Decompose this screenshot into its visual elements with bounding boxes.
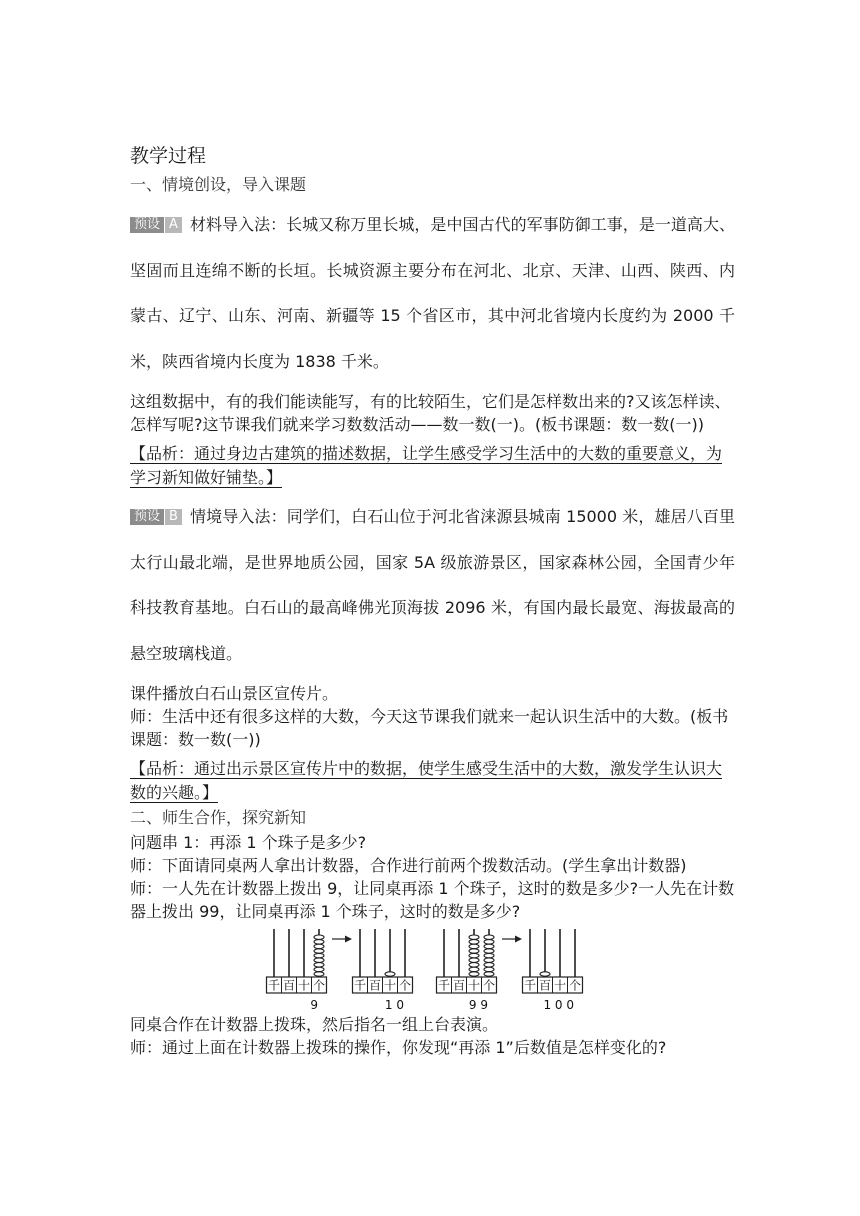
abacus-figure [262, 927, 592, 1013]
abacus-bead [314, 963, 324, 967]
preset-b-badge: 预设 B [130, 509, 182, 525]
abacus-bead [314, 967, 324, 971]
abacus-place-label: 千 [523, 978, 537, 993]
abacus-place-label: 十 [553, 978, 567, 993]
abacus-place-label: 十 [467, 978, 481, 993]
abacus-place-label: 个 [568, 978, 582, 993]
teacher-line-b: 师：生活中还有很多这样的大数，今天这节课我们就来一起认识生活中的大数。(板书课题：数一数(一)) [130, 707, 729, 749]
abacus-bead [540, 972, 550, 976]
document-page [130, 140, 735, 1059]
abacus-number-label: 9 9 [468, 998, 488, 1012]
section-heading-2: 二、师生合作，探究新知 [130, 808, 307, 827]
abacus-place-label: 十 [383, 978, 397, 993]
preset-a-paragraph: 预设 A 材料导入法：长城又称万里长城，是中国古代的军事防御工事，是一道高大、坚固而且连绵不断的长垣。长城资源主要分布在河北、北京、天津、山西、陕西、内蒙古、辽宁、山东、河南、新疆等 15 个省区市，其中河北省境内长度约为 2000 千米，陕西省境内长度为 1838 千米。 [130, 215, 735, 371]
teacher-line-2: 师：一人先在计数器上拨出 9，让同桌再添 1 个珠子，这时的数是多少?一人先在计数器上拨出 99，让同桌再添 1 个珠子，这时的数是多少? [130, 879, 735, 921]
abacus-place-label: 个 [398, 978, 412, 993]
abacus-bead [484, 940, 494, 944]
abacus-bead [469, 935, 479, 939]
abacus-bead [469, 953, 479, 957]
abacus-number-label: 9 [310, 998, 318, 1012]
abacus-bead [314, 935, 324, 939]
abacus-bead [484, 967, 494, 971]
abacus-place-label: 百 [452, 978, 466, 993]
abacus-place-label: 千 [353, 978, 367, 993]
abacus-bead [484, 963, 494, 967]
abacus-bead [484, 953, 494, 957]
abacus-place-label: 个 [482, 978, 496, 993]
abacus-bead [484, 972, 494, 976]
arrow-head-icon [515, 936, 522, 943]
abacus-place-label: 百 [282, 978, 296, 993]
abacus-bead [469, 963, 479, 967]
abacus-bead [469, 940, 479, 944]
abacus-bead [385, 972, 395, 976]
page-title: 教学过程 [130, 145, 207, 167]
abacus-bead [314, 953, 324, 957]
abacus-bead [484, 958, 494, 962]
abacus-place-label: 十 [297, 978, 311, 993]
abacus-bead [469, 944, 479, 948]
abacus-bead [469, 967, 479, 971]
abacus-place-label: 百 [538, 978, 552, 993]
abacus-bead [314, 972, 324, 976]
teacher-line-1: 师：下面请同桌两人拿出计数器，合作进行前两个拨数活动。(学生拿出计数器) [130, 856, 687, 875]
question-1: 问题串 1：再添 1 个珠子是多少? [130, 833, 367, 852]
abacus-bead [484, 935, 494, 939]
abacus-place-label: 百 [368, 978, 382, 993]
abacus-bead [314, 940, 324, 944]
preset-a-badge: 预设 A [130, 217, 182, 233]
abacus-place-label: 个 [312, 978, 326, 993]
abacus-bead [469, 958, 479, 962]
abacus-number-label: 1 0 0 [543, 998, 574, 1012]
analysis-a: 【品析：通过身边古建筑的描述数据，让学生感受学习生活中的大数的重要意义，为学习新知做好铺垫。】 [130, 444, 723, 487]
video-note: 课件播放白石山景区宣传片。 [130, 684, 339, 703]
abacus-number-label: 1 0 [384, 998, 404, 1012]
after-line-1: 同桌合作在计数器上拨珠，然后指名一组上台表演。 [130, 1015, 499, 1034]
abacus-place-label: 千 [267, 978, 281, 993]
abacus-bead [469, 972, 479, 976]
arrow-head-icon [345, 936, 352, 943]
abacus-bead [469, 949, 479, 953]
abacus-bead [484, 944, 494, 948]
abacus-bead [314, 958, 324, 962]
preset-a-question: 这组数据中，有的我们能读能写，有的比较陌生，它们是怎样数出来的?又该怎样读、怎样写呢?这节课我们就来学习数数活动——数一数(一)。(板书课题：数一数(一)) [130, 392, 731, 434]
abacus-place-label: 千 [437, 978, 451, 993]
preset-b-paragraph: 预设 B 情境导入法：同学们，白石山位于河北省涞源县城南 15000 米，雄居八百里太行山最北端，是世界地质公园，国家 5A 级旅游景区，国家森林公园，全国青少年科技教育基地。白石山的最高峰佛光顶海拔 2096 米，有国内最长最宽、海拔最高的悬空玻璃栈道。 [130, 507, 735, 663]
after-line-2: 师：通过上面在计数器上拨珠的操作，你发现“再添 1”后数值是怎样变化的? [130, 1038, 667, 1057]
section-heading-1: 一、情境创设，导入课题 [130, 175, 307, 194]
abacus-bead [314, 944, 324, 948]
abacus-bead [314, 949, 324, 953]
analysis-b: 【品析：通过出示景区宣传片中的数据，使学生感受生活中的大数，激发学生认识大数的兴趣。】 [130, 759, 723, 802]
abacus-bead [484, 949, 494, 953]
